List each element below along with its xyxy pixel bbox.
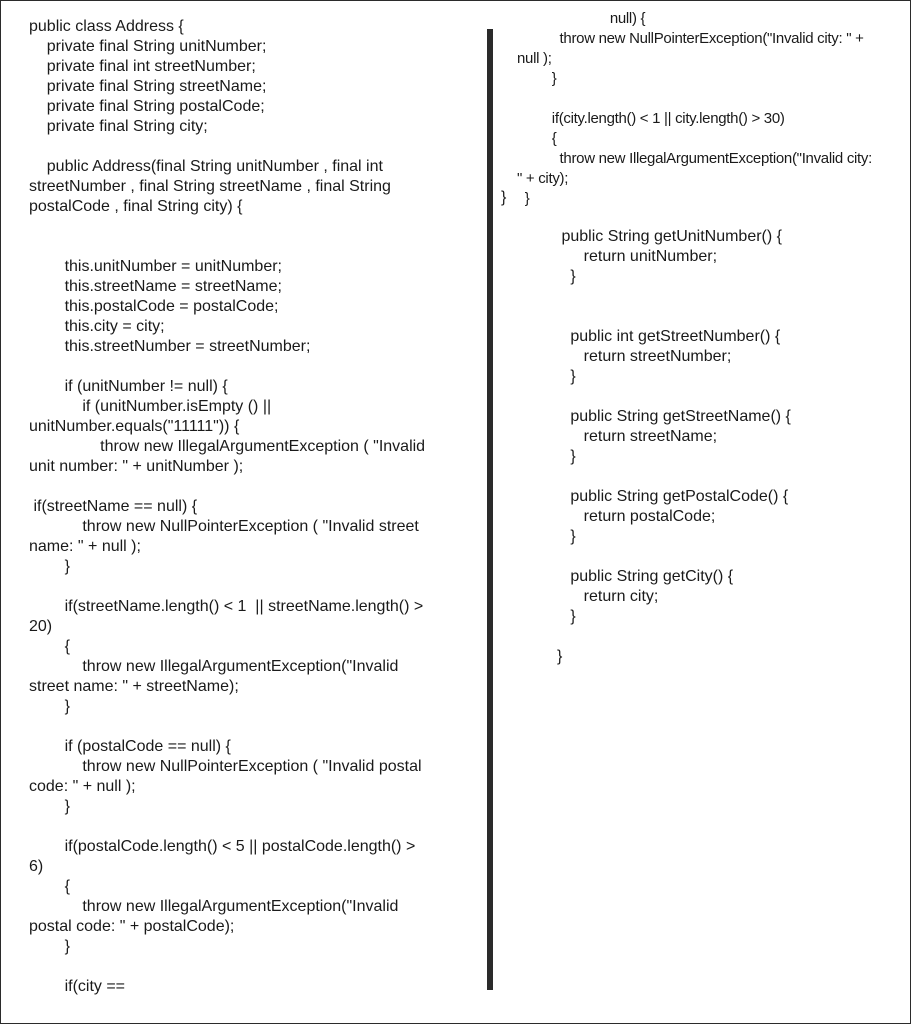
code-line bbox=[517, 467, 909, 487]
code-line: } bbox=[517, 608, 576, 625]
right-code-column-top bbox=[517, 9, 909, 209]
code-line bbox=[517, 547, 909, 567]
code-line: public String getCity() { bbox=[517, 568, 734, 585]
code-line: if(postalCode.length() < 5 || postalCode.length() > bbox=[29, 838, 416, 855]
code-line bbox=[29, 577, 479, 597]
code-line: if (unitNumber.isEmpty () || bbox=[29, 398, 272, 415]
code-line: null ); bbox=[517, 50, 552, 67]
code-line: } bbox=[517, 190, 530, 207]
code-line: if(city == bbox=[29, 978, 126, 995]
right-code-column-getters bbox=[517, 227, 909, 667]
code-line bbox=[517, 387, 909, 407]
code-line bbox=[29, 817, 479, 837]
code-line: { bbox=[29, 878, 70, 895]
code-line: private final int streetNumber; bbox=[29, 58, 256, 75]
code-line: throw new IllegalArgumentException("Invalid bbox=[29, 658, 399, 675]
code-line: { bbox=[517, 130, 557, 147]
code-line: private final String unitNumber; bbox=[29, 38, 267, 55]
code-line: public String getUnitNumber() { bbox=[517, 228, 782, 245]
code-line: this.unitNumber = unitNumber; bbox=[29, 258, 282, 275]
code-line bbox=[29, 357, 479, 377]
code-line: this.postalCode = postalCode; bbox=[29, 298, 279, 315]
code-line: 6) bbox=[29, 858, 44, 875]
code-line: if(streetName.length() < 1 || streetName.length() > bbox=[29, 598, 424, 615]
code-line bbox=[29, 137, 479, 157]
code-line: public String getStreetName() { bbox=[517, 408, 791, 425]
code-line: throw new IllegalArgumentException("Invalid bbox=[29, 898, 399, 915]
code-line: this.city = city; bbox=[29, 318, 165, 335]
code-line: unitNumber.equals("11111")) { bbox=[29, 418, 240, 435]
code-line: throw new IllegalArgumentException ( "Invalid bbox=[29, 438, 426, 455]
code-line: } bbox=[517, 70, 557, 87]
code-line: } bbox=[517, 368, 576, 385]
code-line: private final String postalCode; bbox=[29, 98, 265, 115]
code-line: return city; bbox=[517, 588, 659, 605]
code-line: return unitNumber; bbox=[517, 248, 718, 265]
code-line: throw new IllegalArgumentException("Invalid city: bbox=[517, 150, 872, 167]
code-line: postal code: " + postalCode); bbox=[29, 918, 235, 935]
closing-brace: } bbox=[501, 189, 507, 206]
code-line: return streetName; bbox=[517, 428, 718, 445]
code-line: } bbox=[517, 448, 576, 465]
code-line: streetNumber , final String streetName , final String bbox=[29, 178, 391, 195]
code-line: this.streetNumber = streetNumber; bbox=[29, 338, 311, 355]
code-line: throw new NullPointerException ( "Invalid street bbox=[29, 518, 419, 535]
code-line: postalCode , final String city) { bbox=[29, 198, 243, 215]
left-code-column bbox=[29, 17, 479, 997]
code-line: } bbox=[29, 558, 70, 575]
code-line: if (postalCode == null) { bbox=[29, 738, 231, 755]
code-line: } bbox=[29, 698, 70, 715]
code-line: street name: " + streetName); bbox=[29, 678, 239, 695]
code-line: } bbox=[517, 268, 576, 285]
code-line bbox=[29, 217, 479, 237]
code-line bbox=[517, 287, 909, 307]
code-line bbox=[517, 307, 909, 327]
code-line bbox=[517, 89, 909, 109]
code-line bbox=[517, 627, 909, 647]
code-line: if(city.length() < 1 || city.length() > 30) bbox=[517, 110, 785, 127]
code-line: public Address(final String unitNumber , final int bbox=[29, 158, 383, 175]
code-line: if (unitNumber != null) { bbox=[29, 378, 228, 395]
code-line: " + city); bbox=[517, 170, 569, 187]
code-line: if(streetName == null) { bbox=[29, 498, 198, 515]
code-line bbox=[29, 717, 479, 737]
code-line: private final String streetName; bbox=[29, 78, 267, 95]
code-line: name: " + null ); bbox=[29, 538, 141, 555]
code-line: code: " + null ); bbox=[29, 778, 136, 795]
code-line: { bbox=[29, 638, 70, 655]
code-line: } bbox=[29, 798, 70, 815]
code-line: null) { bbox=[517, 10, 646, 27]
code-line: } bbox=[517, 528, 576, 545]
code-line: this.streetName = streetName; bbox=[29, 278, 282, 295]
code-line: unit number: " + unitNumber ); bbox=[29, 458, 244, 475]
code-line: throw new NullPointerException ( "Invalid postal bbox=[29, 758, 422, 775]
column-divider bbox=[487, 29, 493, 990]
code-line: } bbox=[29, 938, 70, 955]
code-line: public String getPostalCode() { bbox=[517, 488, 789, 505]
code-line bbox=[29, 477, 479, 497]
code-line: private final String city; bbox=[29, 118, 208, 135]
code-line bbox=[29, 237, 479, 257]
code-line: public int getStreetNumber() { bbox=[517, 328, 781, 345]
code-line: return postalCode; bbox=[517, 508, 716, 525]
code-line: throw new NullPointerException("Invalid city: " + bbox=[517, 30, 864, 47]
code-line: return streetNumber; bbox=[517, 348, 732, 365]
code-line: public class Address { bbox=[29, 18, 184, 35]
code-line bbox=[29, 957, 479, 977]
code-line: } bbox=[517, 648, 563, 665]
code-line: 20) bbox=[29, 618, 53, 635]
